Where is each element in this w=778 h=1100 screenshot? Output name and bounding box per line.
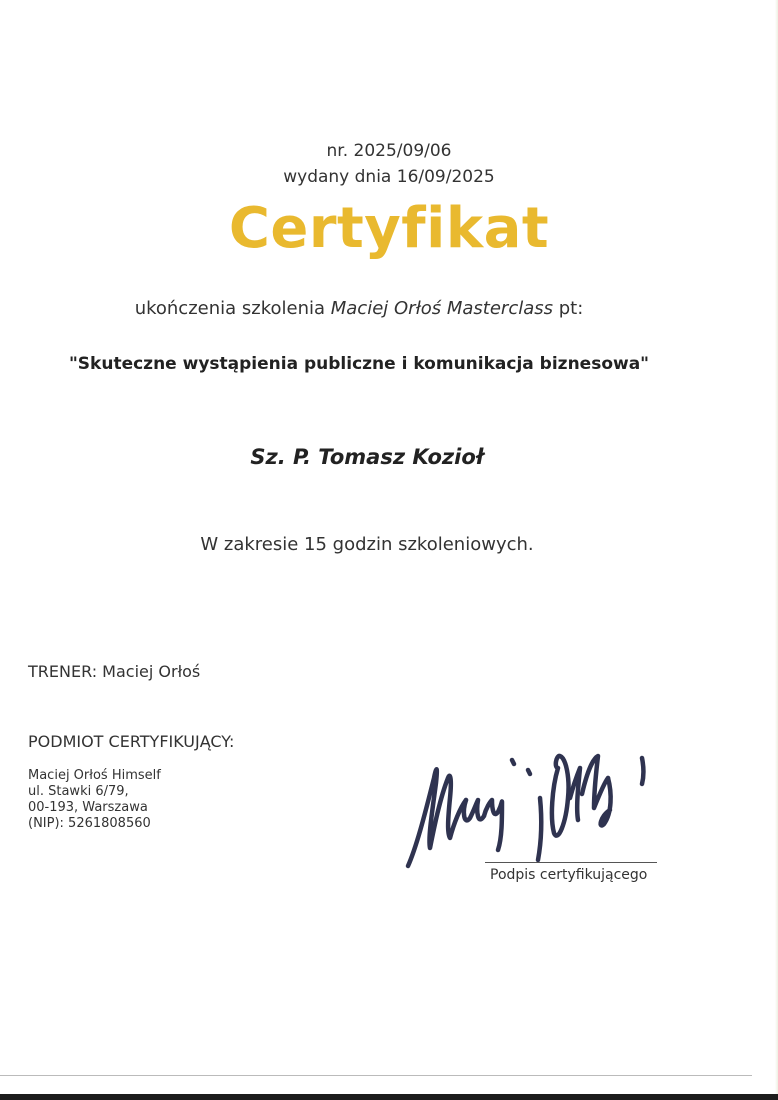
entity-nip: (NIP): 5261808560 bbox=[28, 816, 151, 831]
subtitle-suffix: pt: bbox=[553, 298, 584, 319]
entity-street: ul. Stawki 6/79, bbox=[28, 784, 129, 799]
issue-date: wydany dnia 16/09/2025 bbox=[283, 167, 495, 187]
participant-name: Sz. P. Tomasz Kozioł bbox=[250, 445, 484, 469]
entity-city: 00-193, Warszawa bbox=[28, 800, 148, 815]
course-title: "Skuteczne wystąpienia publiczne i komunikacja biznesowa" bbox=[68, 354, 650, 374]
certificate-number: nr. 2025/09/06 bbox=[326, 141, 452, 161]
certificate-subtitle bbox=[0, 298, 748, 319]
subtitle-masterclass: Maciej Orłoś Masterclass bbox=[330, 298, 554, 319]
training-hours: W zakresie 15 godzin szkoleniowych. bbox=[200, 534, 534, 555]
certificate-title: Certyfikat bbox=[228, 196, 550, 261]
bottom-divider bbox=[0, 1075, 752, 1076]
scan-bottom-edge bbox=[0, 1094, 778, 1100]
handwritten-signature bbox=[398, 738, 678, 873]
trainer: TRENER: Maciej Orłoś bbox=[28, 662, 201, 681]
signature-line bbox=[485, 862, 657, 863]
certifying-entity-label: PODMIOT CERTYFIKUJĄCY: bbox=[28, 732, 235, 751]
signature-caption: Podpis certyfikującego bbox=[490, 867, 648, 883]
subtitle-prefix: ukończenia szkolenia bbox=[134, 298, 331, 319]
certifying-entity-address bbox=[28, 768, 161, 832]
entity-name: Maciej Orłoś Himself bbox=[28, 768, 161, 783]
